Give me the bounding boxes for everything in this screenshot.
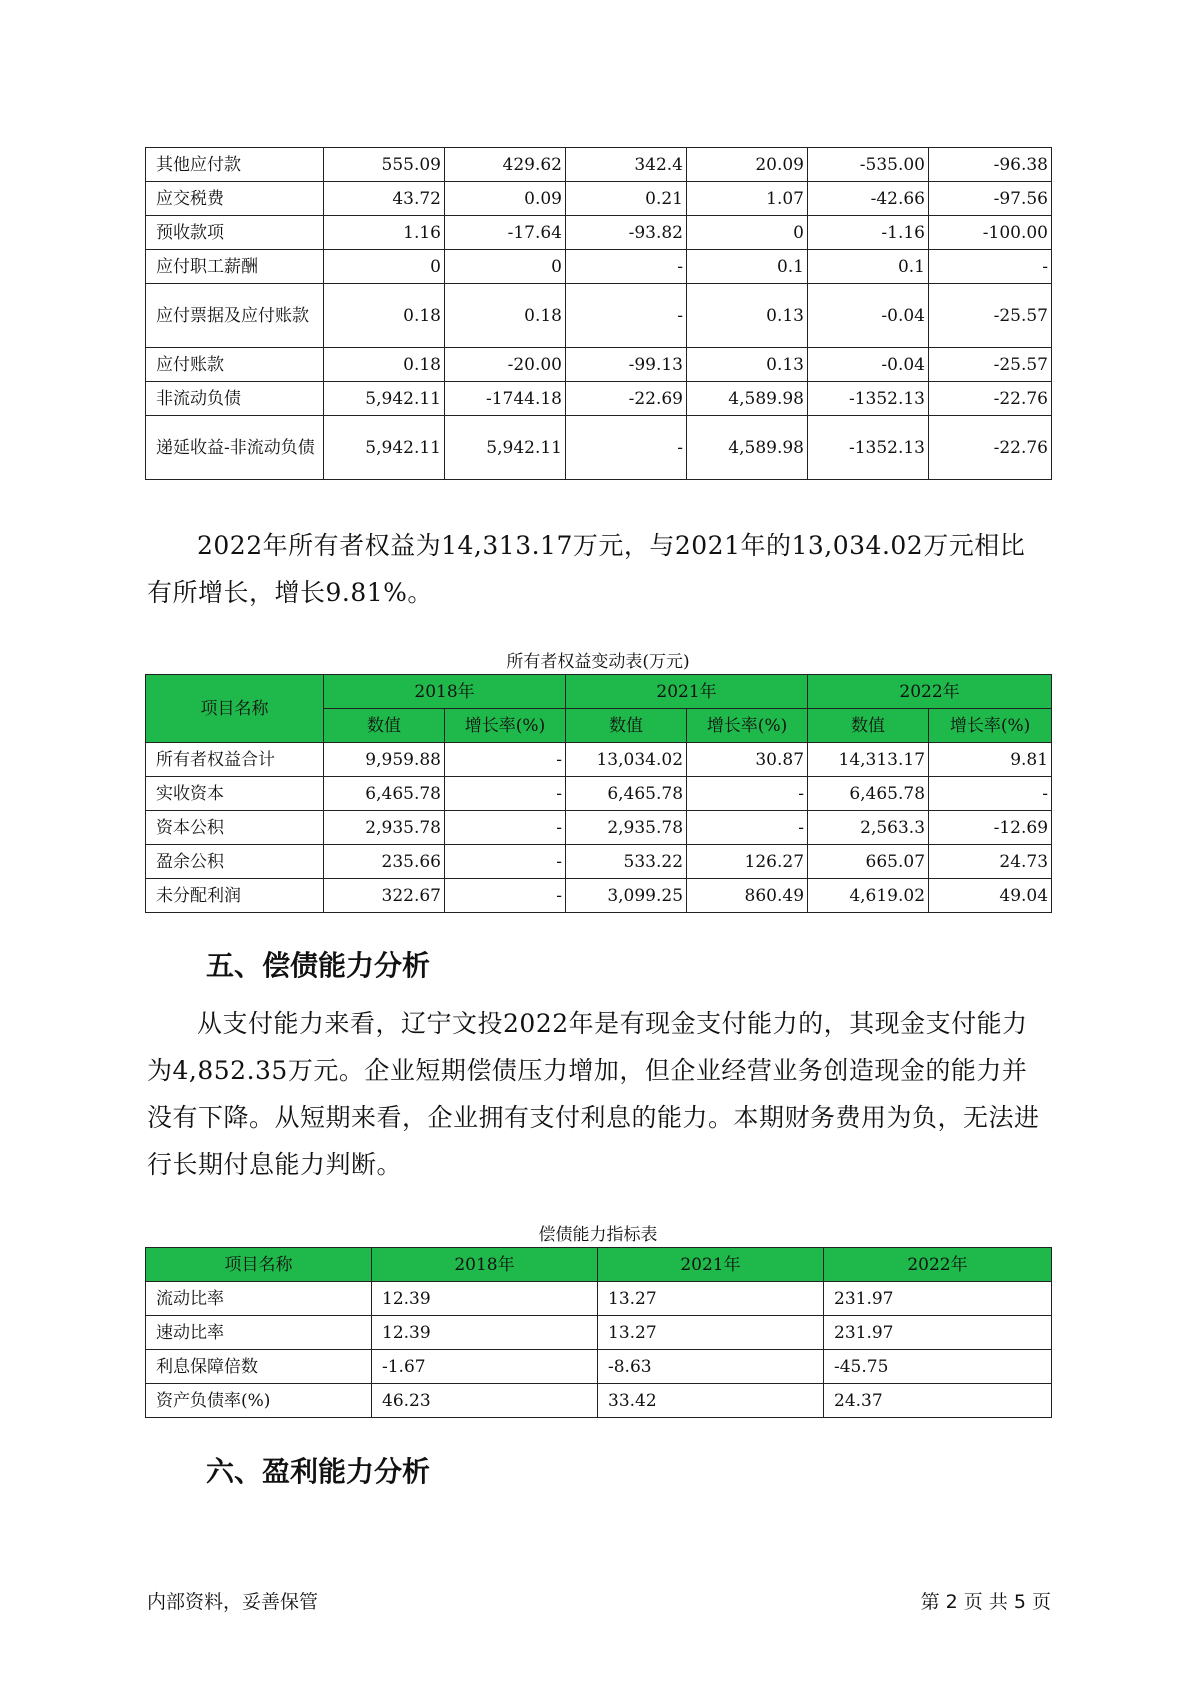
table-cell: 24.37 (824, 1384, 1052, 1418)
row-label: 应付职工薪酬 (146, 250, 324, 284)
table-cell: 126.27 (687, 845, 808, 879)
header-item-name: 项目名称 (146, 675, 324, 743)
header-year: 2021年 (598, 1248, 824, 1282)
row-label: 非流动负债 (146, 382, 324, 416)
table-cell: -99.13 (566, 348, 687, 382)
table-cell: 13,034.02 (566, 743, 687, 777)
table-cell: 0.18 (445, 284, 566, 348)
table-cell: 235.66 (324, 845, 445, 879)
header-value: 数值 (566, 709, 687, 743)
row-label: 盈余公积 (146, 845, 324, 879)
table-cell: 231.97 (824, 1282, 1052, 1316)
table-cell: 1.16 (324, 216, 445, 250)
table-cell: 1.07 (687, 182, 808, 216)
table-caption: 偿债能力指标表 (538, 1225, 658, 1245)
table-cell: 342.4 (566, 148, 687, 182)
header-year: 2022年 (808, 675, 1052, 709)
table-cell: - (566, 416, 687, 480)
table-cell: -8.63 (598, 1350, 824, 1384)
header-row (146, 675, 1052, 709)
table-cell: 860.49 (687, 879, 808, 913)
table-cell: -1352.13 (808, 416, 929, 480)
table-cell: 2,935.78 (566, 811, 687, 845)
table-cell: - (566, 284, 687, 348)
row-label: 利息保障倍数 (146, 1350, 372, 1384)
table-row (146, 1316, 1052, 1350)
table-row (146, 182, 1052, 216)
table-cell: 5,942.11 (324, 416, 445, 480)
table-row (146, 811, 1052, 845)
table-cell: 0.09 (445, 182, 566, 216)
table-row (146, 1384, 1052, 1418)
section-heading-solvency: 五、偿债能力分析 (206, 949, 431, 982)
table-row (146, 1350, 1052, 1384)
table-cell: -17.64 (445, 216, 566, 250)
table-cell: 2,563.3 (808, 811, 929, 845)
solvency-paragraph: 从支付能力来看，辽宁文投2022年是有现金支付能力的，其现金支付能力为4,852.35万元。企业短期偿债压力增加，但企业经营业务创造现金的能力并没有下降。从短期来看，企业拥有支付利息的能力。本期财务费用为负，无法进行长期付息能力判断。 (147, 1009, 1040, 1179)
table-row (146, 845, 1052, 879)
table-cell: 20.09 (687, 148, 808, 182)
table-cell: -100.00 (929, 216, 1052, 250)
section-heading-profitability: 六、盈利能力分析 (206, 1455, 431, 1488)
table-cell: 0 (324, 250, 445, 284)
table-cell: 555.09 (324, 148, 445, 182)
header-year: 2018年 (372, 1248, 598, 1282)
table-cell: -1.16 (808, 216, 929, 250)
table-cell: -0.04 (808, 284, 929, 348)
table-cell: 13.27 (598, 1282, 824, 1316)
table-cell: 0 (687, 216, 808, 250)
table-cell: - (566, 250, 687, 284)
footer-page-number: 第 2 页 共 5 页 (920, 1591, 1051, 1613)
row-label: 递延收益-非流动负债 (146, 416, 324, 480)
table-row (146, 216, 1052, 250)
table-cell: 3,099.25 (566, 879, 687, 913)
table-cell: -22.76 (929, 416, 1052, 480)
table-cell: 0.18 (324, 348, 445, 382)
solvency-table-header (146, 1248, 1052, 1282)
liabilities-table (145, 147, 1052, 480)
equity-table-body (146, 743, 1052, 913)
table-cell: - (445, 811, 566, 845)
table-cell: -97.56 (929, 182, 1052, 216)
header-growth-rate: 增长率(%) (445, 709, 566, 743)
row-label: 应付票据及应付账款 (146, 284, 324, 348)
table-cell: -535.00 (808, 148, 929, 182)
table-cell: 665.07 (808, 845, 929, 879)
table-cell: - (687, 811, 808, 845)
row-label: 应付账款 (146, 348, 324, 382)
table-cell: 0.13 (687, 284, 808, 348)
table-cell: 0.13 (687, 348, 808, 382)
table-cell: 2,935.78 (324, 811, 445, 845)
table-row (146, 284, 1052, 348)
table-cell: 429.62 (445, 148, 566, 182)
row-label: 速动比率 (146, 1316, 372, 1350)
row-label: 所有者权益合计 (146, 743, 324, 777)
table-cell: 24.73 (929, 845, 1052, 879)
table-row (146, 348, 1052, 382)
table-cell: 5,942.11 (445, 416, 566, 480)
row-label: 应交税费 (146, 182, 324, 216)
row-label: 未分配利润 (146, 879, 324, 913)
table-cell: -45.75 (824, 1350, 1052, 1384)
header-growth-rate: 增长率(%) (929, 709, 1052, 743)
table-cell: -20.00 (445, 348, 566, 382)
table-cell: 4,619.02 (808, 879, 929, 913)
table-cell: - (929, 777, 1052, 811)
equity-summary-paragraph: 2022年所有者权益为14,313.17万元，与2021年的13,034.02万元相比有所增长，增长9.81%。 (147, 531, 1026, 607)
table-cell: - (687, 777, 808, 811)
table-row (146, 777, 1052, 811)
table-cell: 231.97 (824, 1316, 1052, 1350)
row-label: 其他应付款 (146, 148, 324, 182)
table-cell: -96.38 (929, 148, 1052, 182)
solvency-table (145, 1247, 1052, 1418)
table-cell: -22.76 (929, 382, 1052, 416)
table-cell: 0 (445, 250, 566, 284)
table-cell: - (445, 879, 566, 913)
table-cell: 533.22 (566, 845, 687, 879)
table-row (146, 879, 1052, 913)
header-year: 2021年 (566, 675, 808, 709)
table-cell: -93.82 (566, 216, 687, 250)
table-cell: -12.69 (929, 811, 1052, 845)
table-cell: - (445, 743, 566, 777)
row-label: 预收款项 (146, 216, 324, 250)
table-cell: 0.18 (324, 284, 445, 348)
table-cell: 6,465.78 (324, 777, 445, 811)
table-cell: - (929, 250, 1052, 284)
row-label: 资产负债率(%) (146, 1384, 372, 1418)
table-cell: 6,465.78 (566, 777, 687, 811)
solvency-table-body (146, 1282, 1052, 1418)
header-row (146, 1248, 1052, 1282)
table-cell: 5,942.11 (324, 382, 445, 416)
footer-confidential-note: 内部资料，妥善保管 (147, 1591, 319, 1613)
table-cell: 46.23 (372, 1384, 598, 1418)
row-label: 资本公积 (146, 811, 324, 845)
table-cell: 4,589.98 (687, 416, 808, 480)
table-cell: -1352.13 (808, 382, 929, 416)
table-cell: -1744.18 (445, 382, 566, 416)
table-cell: - (445, 777, 566, 811)
equity-table-header (146, 675, 1052, 743)
table-row (146, 250, 1052, 284)
header-year: 2022年 (824, 1248, 1052, 1282)
table-cell: 33.42 (598, 1384, 824, 1418)
table-cell: 4,589.98 (687, 382, 808, 416)
table-cell: -25.57 (929, 348, 1052, 382)
table-cell: 13.27 (598, 1316, 824, 1350)
table-cell: 30.87 (687, 743, 808, 777)
table-cell: 0.1 (808, 250, 929, 284)
table-row (146, 1282, 1052, 1316)
header-year: 2018年 (324, 675, 566, 709)
header-item-name: 项目名称 (146, 1248, 372, 1282)
table-cell: 6,465.78 (808, 777, 929, 811)
table-cell: - (445, 845, 566, 879)
table-cell: 0.1 (687, 250, 808, 284)
row-label: 实收资本 (146, 777, 324, 811)
liabilities-table-body (146, 148, 1052, 480)
table-cell: 12.39 (372, 1316, 598, 1350)
row-label: 流动比率 (146, 1282, 372, 1316)
table-caption: 所有者权益变动表(万元) (506, 652, 690, 672)
table-row (146, 382, 1052, 416)
table-cell: 49.04 (929, 879, 1052, 913)
header-value: 数值 (808, 709, 929, 743)
header-value: 数值 (324, 709, 445, 743)
equity-table (145, 674, 1052, 913)
table-cell: 0.21 (566, 182, 687, 216)
table-row (146, 148, 1052, 182)
table-cell: -25.57 (929, 284, 1052, 348)
table-cell: -42.66 (808, 182, 929, 216)
table-cell: 14,313.17 (808, 743, 929, 777)
table-row (146, 416, 1052, 480)
table-row (146, 743, 1052, 777)
table-cell: -1.67 (372, 1350, 598, 1384)
table-cell: 12.39 (372, 1282, 598, 1316)
table-cell: -0.04 (808, 348, 929, 382)
table-cell: 43.72 (324, 182, 445, 216)
header-growth-rate: 增长率(%) (687, 709, 808, 743)
table-cell: 322.67 (324, 879, 445, 913)
table-cell: -22.69 (566, 382, 687, 416)
table-cell: 9,959.88 (324, 743, 445, 777)
table-cell: 9.81 (929, 743, 1052, 777)
